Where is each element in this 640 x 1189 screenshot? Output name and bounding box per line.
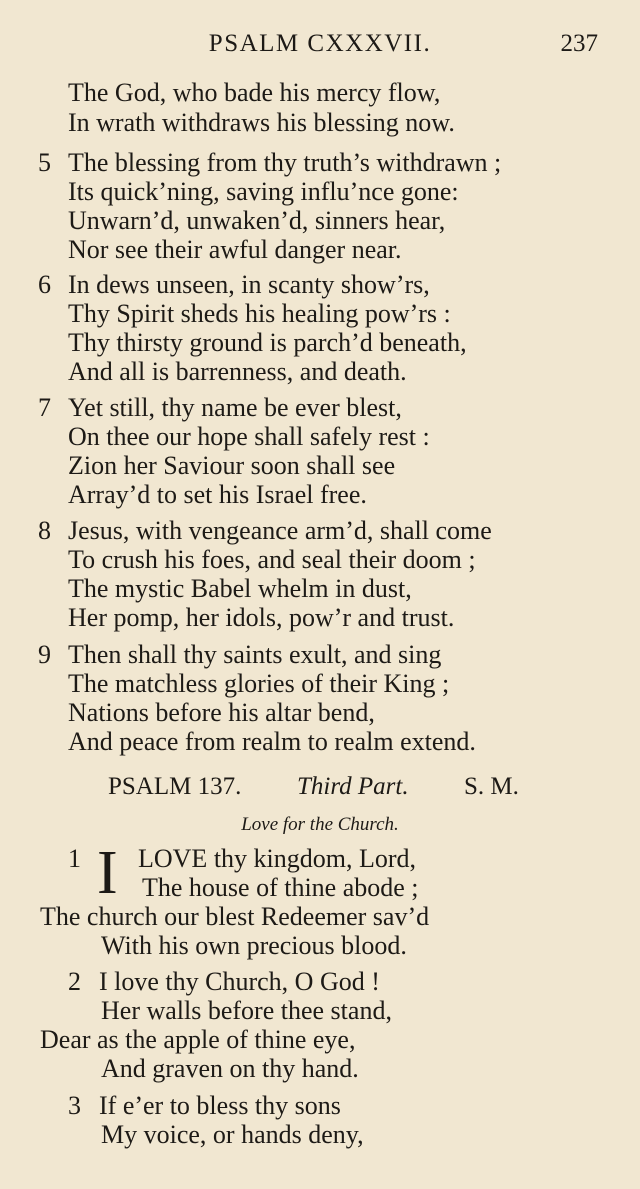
verse-line: The church our blest Redeemer sav’d: [40, 902, 430, 931]
verse-line: Then shall thy saints exult, and sing: [68, 640, 442, 669]
part-label: Third Part.: [297, 773, 409, 800]
stanza-number: 3: [68, 1091, 81, 1120]
verse-line: My voice, or hands deny,: [101, 1120, 364, 1149]
drop-cap: I: [97, 839, 118, 907]
verse-line: Jesus, with vengeance arm’d, shall come: [68, 516, 492, 545]
verse-line: On thee our hope shall safely rest :: [68, 422, 430, 451]
stanza-number: 2: [68, 967, 81, 996]
stanza-number: 8: [38, 516, 51, 545]
verse-line: Her pomp, her idols, pow’r and trust.: [68, 603, 455, 632]
meter-label: S. M.: [464, 773, 519, 800]
running-header-title: PSALM CXXXVII.: [208, 30, 432, 57]
verse-line: I love thy Church, O God !: [99, 967, 380, 996]
verse-line: Unwarn’d, unwaken’d, sinners hear,: [68, 206, 446, 235]
verse-line: Its quick’ning, saving influ’nce gone:: [68, 177, 459, 206]
verse-line: LOVE thy kingdom, Lord,: [138, 844, 417, 873]
stanza-number: 9: [38, 640, 51, 669]
verse-line: Nations before his altar bend,: [68, 698, 375, 727]
stanza-number: 7: [38, 393, 51, 422]
verse-line: Yet still, thy name be ever blest,: [68, 393, 402, 422]
verse-line: The God, who bade his mercy flow,: [68, 78, 441, 107]
verse-line: Her walls before thee stand,: [101, 996, 392, 1025]
verse-line: Zion her Saviour soon shall see: [68, 451, 396, 480]
verse-line: Thy thirsty ground is parch’d beneath,: [68, 328, 467, 357]
verse-line: The house of thine abode ;: [142, 873, 419, 902]
verse-line: If e’er to bless thy sons: [99, 1091, 341, 1120]
verse-line: Array’d to set his Israel free.: [68, 480, 367, 509]
verse-line: Nor see their awful danger near.: [68, 235, 402, 264]
verse-line: The mystic Babel whelm in dust,: [68, 574, 412, 603]
verse-line: In dews unseen, in scanty show’rs,: [68, 270, 430, 299]
verse-line: The matchless glories of their King ;: [68, 669, 450, 698]
verse-line: And peace from realm to realm extend.: [68, 727, 476, 756]
stanza-number: 1: [68, 844, 81, 873]
verse-line: In wrath withdraws his blessing now.: [68, 108, 455, 137]
verse-line: The blessing from thy truth’s withdrawn ;: [68, 148, 502, 177]
stanza-number: 6: [38, 270, 51, 299]
psalm-number: PSALM 137.: [108, 773, 242, 800]
verse-line: With his own precious blood.: [101, 931, 407, 960]
verse-line: Thy Spirit sheds his healing pow’rs :: [68, 299, 451, 328]
verse-line: Dear as the apple of thine eye,: [40, 1025, 356, 1054]
verse-line: And graven on thy hand.: [101, 1054, 359, 1083]
verse-line: And all is barrenness, and death.: [68, 357, 407, 386]
verse-line: To crush his foes, and seal their doom ;: [68, 545, 476, 574]
psalm-subtitle: Love for the Church.: [241, 814, 399, 835]
stanza-number: 5: [38, 148, 51, 177]
page-number: 237: [560, 30, 598, 57]
